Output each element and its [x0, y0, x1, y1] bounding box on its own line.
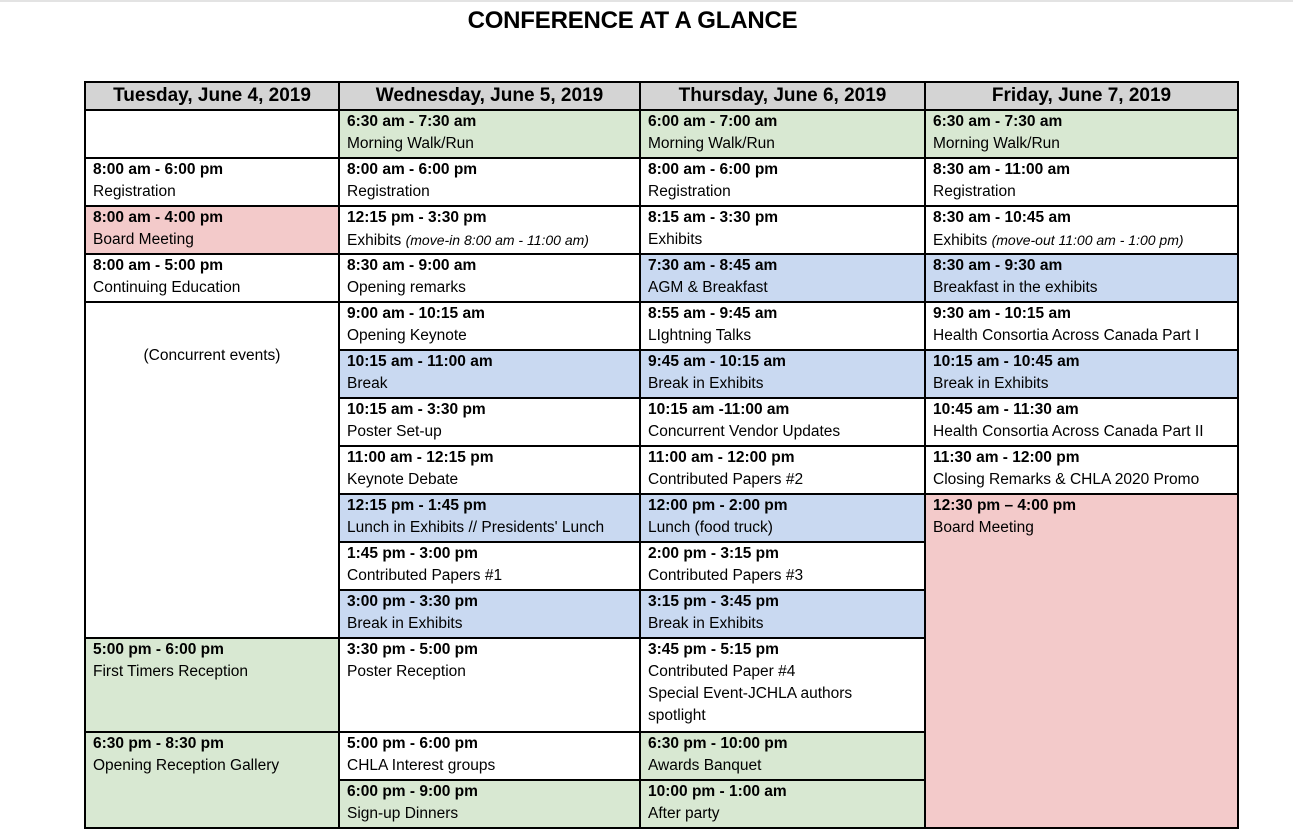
event-name: CHLA Interest groups [347, 757, 496, 774]
event-time: 1:45 pm - 3:00 pm [347, 545, 478, 562]
event-name: Sign-up Dinners [347, 805, 459, 822]
event-cell [85, 206, 339, 254]
header-wednesday: Wednesday, June 5, 2019 [339, 82, 640, 110]
event-time: 11:00 am - 12:00 pm [648, 449, 795, 466]
event-name [933, 229, 1230, 252]
event-cell [925, 302, 1238, 350]
event-name [347, 229, 632, 252]
event-time: 5:00 pm - 6:00 pm [347, 735, 478, 752]
event-time: 8:30 am - 11:00 am [933, 161, 1071, 178]
event-cell [339, 590, 640, 638]
event-time: 7:30 am - 8:45 am [648, 257, 778, 274]
event-cell [640, 110, 925, 158]
table-row [85, 302, 1238, 350]
event-cell [85, 158, 339, 206]
event-name: Board Meeting [933, 519, 1034, 536]
event-time: 8:00 am - 6:00 pm [93, 161, 224, 178]
event-time: 9:00 am - 10:15 am [347, 305, 485, 322]
event-name: Morning Walk/Run [648, 135, 775, 152]
event-name: Contributed Papers #2 [648, 471, 804, 488]
event-time: 11:00 am - 12:15 pm [347, 449, 494, 466]
event-name: Registration [93, 183, 176, 200]
header-thursday: Thursday, June 6, 2019 [640, 82, 925, 110]
event-cell [640, 446, 925, 494]
event-cell [339, 732, 640, 780]
event-cell [85, 254, 339, 302]
event-name: Contributed Papers #3 [648, 567, 804, 584]
event-name: AGM & Breakfast [648, 279, 768, 296]
table-row [85, 110, 1238, 158]
event-name: Keynote Debate [347, 471, 459, 488]
event-cell [925, 254, 1238, 302]
event-name: Opening Keynote [347, 327, 467, 344]
event-cell [640, 494, 925, 542]
event-cell [339, 780, 640, 828]
event-name: Exhibits [648, 231, 703, 248]
event-cell [339, 110, 640, 158]
event-cell [925, 350, 1238, 398]
event-name: Morning Walk/Run [347, 135, 474, 152]
event-name: Poster Reception [347, 663, 466, 680]
event-cell [640, 350, 925, 398]
header-row [85, 82, 1238, 110]
event-cell [640, 732, 925, 780]
event-title: Exhibits [347, 232, 402, 249]
event-cell [640, 302, 925, 350]
event-cell [640, 590, 925, 638]
schedule-table [84, 81, 1239, 829]
event-note: (move-in 8:00 am - 11:00 am) [405, 232, 589, 248]
event-cell [85, 638, 339, 732]
event-time: 8:30 am - 10:45 am [933, 209, 1071, 226]
event-name: Lunch (food truck) [648, 519, 773, 536]
table-row [85, 254, 1238, 302]
event-name: Poster Set-up [347, 423, 442, 440]
event-cell [339, 398, 640, 446]
event-time: 6:30 pm - 8:30 pm [93, 735, 224, 752]
event-cell [339, 350, 640, 398]
event-name: Contributed Paper #4 [648, 663, 796, 680]
event-cell [339, 158, 640, 206]
event-name-line2: Special Event-JCHLA authors [648, 685, 853, 702]
empty-cell [85, 110, 339, 158]
event-name: Registration [933, 183, 1016, 200]
event-time: 11:30 am - 12:00 pm [933, 449, 1080, 466]
event-name: Lunch in Exhibits // Presidents' Lunch [347, 519, 605, 536]
event-name: Awards Banquet [648, 757, 762, 774]
event-name: LIghtning Talks [648, 327, 752, 344]
event-name: Closing Remarks & CHLA 2020 Promo [933, 471, 1200, 488]
event-name: Break in Exhibits [648, 375, 764, 392]
event-time: 6:30 am - 7:30 am [347, 113, 477, 130]
event-cell [640, 542, 925, 590]
event-time: 8:00 am - 4:00 pm [93, 209, 224, 226]
event-name: Break in Exhibits [347, 615, 463, 632]
event-name: Registration [648, 183, 731, 200]
event-cell [339, 206, 640, 254]
event-cell [640, 206, 925, 254]
header-friday: Friday, June 7, 2019 [925, 82, 1238, 110]
event-name: Break [347, 375, 388, 392]
event-name: Breakfast in the exhibits [933, 279, 1098, 296]
event-time: 8:30 am - 9:00 am [347, 257, 477, 274]
event-time: 3:45 pm - 5:15 pm [648, 641, 779, 658]
event-time: 9:45 am - 10:15 am [648, 353, 786, 370]
event-name: Contributed Papers #1 [347, 567, 503, 584]
top-rule [0, 0, 1293, 2]
concurrent-events-cell [85, 302, 339, 638]
event-cell [339, 446, 640, 494]
event-time: 10:15 am - 10:45 am [933, 353, 1080, 370]
event-time: 8:00 am - 5:00 pm [93, 257, 224, 274]
event-cell [640, 780, 925, 828]
table-row [85, 158, 1238, 206]
event-cell [640, 158, 925, 206]
event-name: Concurrent Vendor Updates [648, 423, 841, 440]
event-cell [925, 206, 1238, 254]
event-time: 10:00 pm - 1:00 am [648, 783, 787, 800]
event-cell [339, 494, 640, 542]
event-time: 8:00 am - 6:00 pm [347, 161, 478, 178]
event-time: 3:30 pm - 5:00 pm [347, 641, 478, 658]
event-name: Health Consortia Across Canada Part I [933, 327, 1200, 344]
event-time: 9:30 am - 10:15 am [933, 305, 1071, 322]
event-cell [925, 446, 1238, 494]
event-time: 2:00 pm - 3:15 pm [648, 545, 779, 562]
event-name: Opening Reception Gallery [93, 757, 280, 774]
event-time: 10:15 am - 3:30 pm [347, 401, 486, 418]
event-time: 6:30 am - 7:30 am [933, 113, 1063, 130]
event-time: 8:55 am - 9:45 am [648, 305, 778, 322]
event-title: Exhibits [933, 232, 988, 249]
event-cell [339, 542, 640, 590]
event-cell [85, 732, 339, 828]
event-name: Break in Exhibits [648, 615, 764, 632]
event-name: After party [648, 805, 720, 822]
page-title: CONFERENCE AT A GLANCE [467, 7, 798, 34]
event-time: 6:00 am - 7:00 am [648, 113, 778, 130]
event-time: 6:30 pm - 10:00 pm [648, 735, 788, 752]
event-name: Opening remarks [347, 279, 466, 296]
event-name-line3: spotlight [648, 707, 706, 724]
event-cell [925, 158, 1238, 206]
event-time: 12:15 pm - 1:45 pm [347, 497, 487, 514]
event-name: Continuing Education [93, 279, 241, 296]
header-tuesday: Tuesday, June 4, 2019 [85, 82, 339, 110]
event-time: 3:15 pm - 3:45 pm [648, 593, 779, 610]
event-name: Health Consortia Across Canada Part II [933, 423, 1204, 440]
event-time: 10:15 am -11:00 am [648, 401, 790, 418]
event-time: 12:00 pm - 2:00 pm [648, 497, 788, 514]
event-name: Morning Walk/Run [933, 135, 1060, 152]
event-time: 10:45 am - 11:30 am [933, 401, 1079, 418]
event-note: (move-out 11:00 am - 1:00 pm) [991, 232, 1184, 248]
event-cell [339, 254, 640, 302]
event-name: First Timers Reception [93, 663, 249, 680]
event-cell [640, 254, 925, 302]
event-time: 3:00 pm - 3:30 pm [347, 593, 478, 610]
event-time: 6:00 pm - 9:00 pm [347, 783, 478, 800]
event-name: Board Meeting [93, 231, 194, 248]
concurrent-events-label: (Concurrent events) [143, 347, 281, 364]
event-time: 10:15 am - 11:00 am [347, 353, 493, 370]
event-time: 12:15 pm - 3:30 pm [347, 209, 487, 226]
event-time: 8:15 am - 3:30 pm [648, 209, 779, 226]
event-time: 5:00 pm - 6:00 pm [93, 641, 224, 658]
event-cell [925, 494, 1238, 828]
event-time: 8:00 am - 6:00 pm [648, 161, 779, 178]
event-name: Registration [347, 183, 430, 200]
event-cell [640, 398, 925, 446]
event-cell [925, 110, 1238, 158]
event-cell [640, 638, 925, 732]
event-cell [925, 398, 1238, 446]
event-cell [339, 302, 640, 350]
event-time: 8:30 am - 9:30 am [933, 257, 1063, 274]
event-time: 12:30 pm – 4:00 pm [933, 497, 1077, 514]
event-name: Break in Exhibits [933, 375, 1049, 392]
table-row [85, 206, 1238, 254]
event-cell [339, 638, 640, 732]
